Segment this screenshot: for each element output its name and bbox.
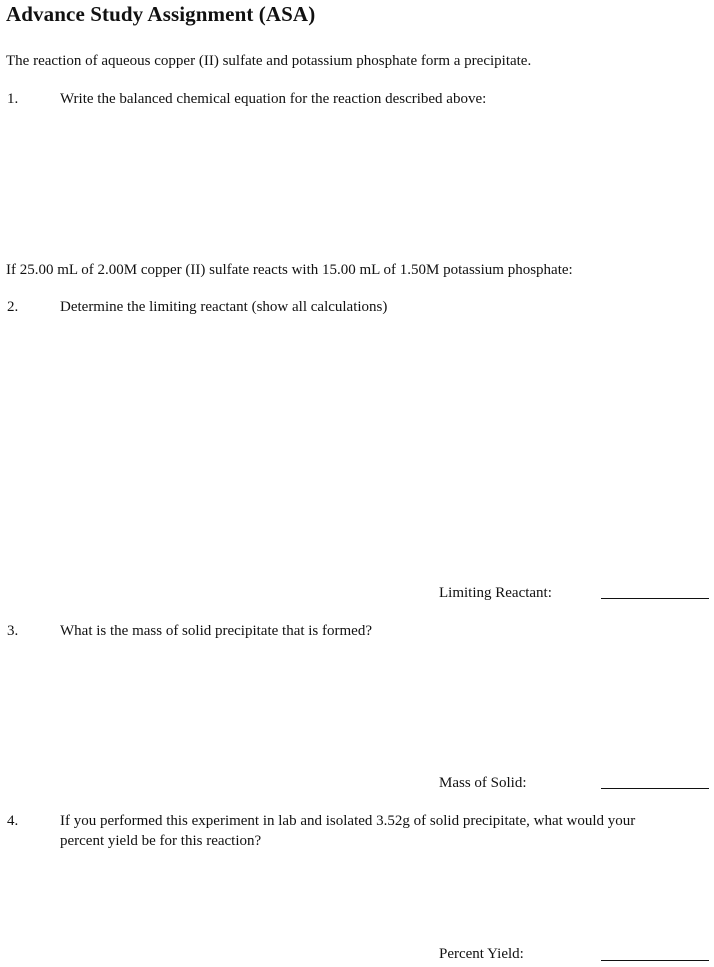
question-3-number: 3. xyxy=(7,623,19,639)
page-title: Advance Study Assignment (ASA) xyxy=(6,2,316,26)
percent-yield-label: Percent Yield: xyxy=(439,946,524,962)
question-1-text: Write the balanced chemical equation for the reaction described above: xyxy=(60,91,487,107)
mass-of-solid-answer-line[interactable] xyxy=(601,788,709,789)
question-2-text: Determine the limiting reactant (show all calculations) xyxy=(60,299,388,315)
question-1-number: 1. xyxy=(7,91,19,107)
question-3-text: What is the mass of solid precipitate that is formed? xyxy=(60,623,372,639)
question-2-number: 2. xyxy=(7,299,19,315)
question-4-text-line-1: If you performed this experiment in lab and isolated 3.52g of solid precipitate, what would your xyxy=(60,813,636,829)
question-4-text-line-2: percent yield be for this reaction? xyxy=(60,833,262,849)
mass-of-solid-label: Mass of Solid: xyxy=(439,775,527,791)
question-4-number: 4. xyxy=(7,813,19,829)
limiting-reactant-label: Limiting Reactant: xyxy=(439,585,552,601)
intro-text: The reaction of aqueous copper (II) sulfate and potassium phosphate form a precipitate. xyxy=(6,53,532,69)
given-conditions: If 25.00 mL of 2.00M copper (II) sulfate reacts with 15.00 mL of 1.50M potassium phosphate: xyxy=(6,262,573,278)
limiting-reactant-answer-line[interactable] xyxy=(601,598,709,599)
percent-yield-answer-line[interactable] xyxy=(601,960,709,961)
